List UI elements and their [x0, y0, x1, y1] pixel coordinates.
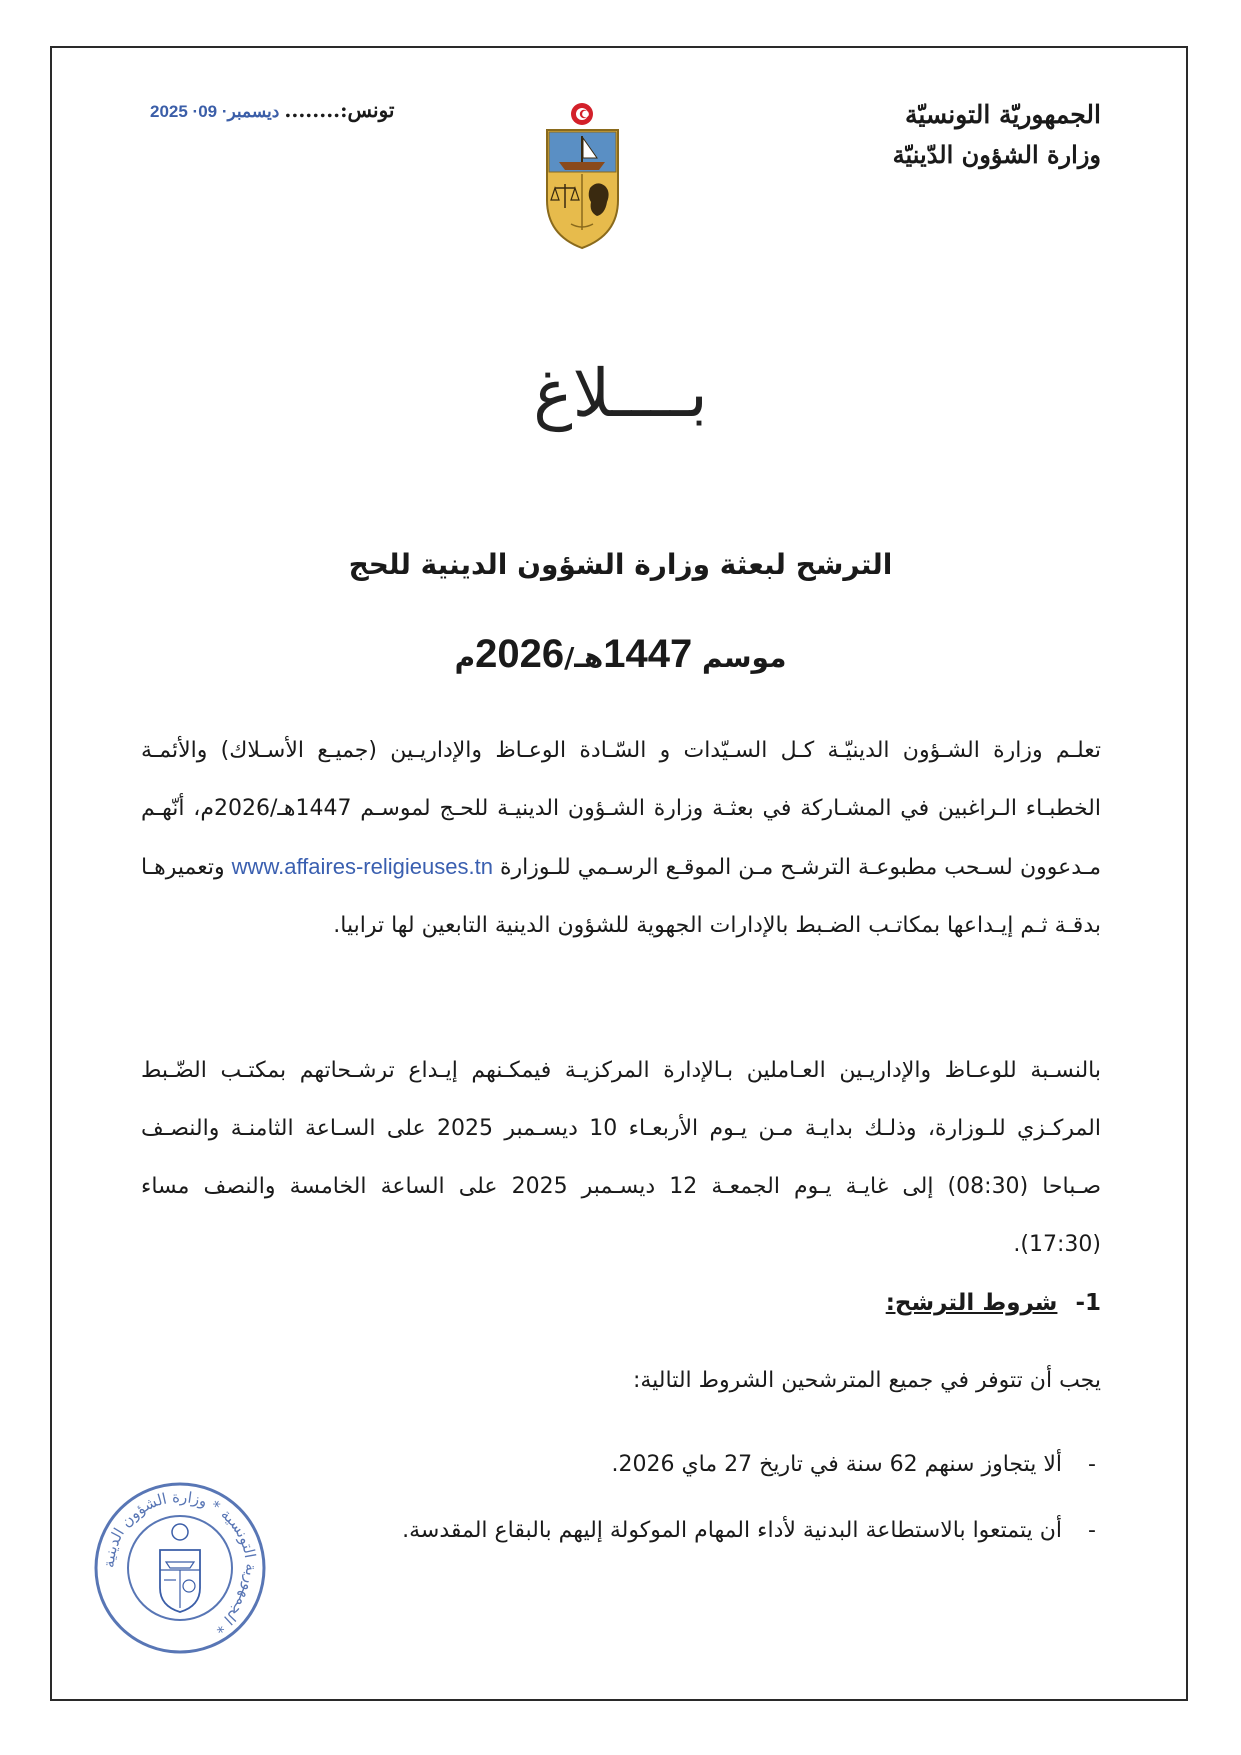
bullet-dash: -	[1088, 1452, 1096, 1477]
official-seal-stamp	[92, 1480, 268, 1656]
paragraph-text-start: تعلـم وزارة الشـؤون الدينيّـة كـل السـيّدات و السّـادة الوعـاظ والإداريـين (جميـع الأسـلاك) والأئمـة الخطبـاء الـراغبين في المشـاركة في بعثـة وزارة الشـؤون الدينيـة للحـج لموسـم 1447هـ/2026م، أنّهـم مـدعوون لسـحب مطبوعـة الترشـح مـن الموقـع الرسـمي للـوزارة	[141, 738, 1101, 880]
central-administration-paragraph: بالنسـبة للوعـاظ والإداريـين العـاملين بـالإدارة المركزيـة فيمكـنهم إيـداع ترشـحاتهم بمكتـب الضّـبط المركـزي للـوزارة، وذلـك بدايـة مـن يـوم الأربعـاء 10 ديسـمبر 2025 على السـاعة الثامنـة والنصـف صـباحا (08:30) إلى غايـة يـوم الجمعـة 12 ديسـمبر 2025 على الساعة الخامسة والنصف مساء (17:30).	[141, 1058, 1102, 1257]
season-hijri-suffix: هـ/	[564, 641, 604, 674]
season-line	[0, 632, 1241, 677]
paragraph-text-end: وتعميرهـا بدقـة ثـم إيـداعها بمكاتـب الضـبط بالإدارات الجهوية للشؤون الدينية التابعين لها ترابيا.	[141, 855, 1101, 938]
season-hijri: 1447	[603, 632, 693, 676]
ministry-name: وزارة الشؤون الدّينيّة	[892, 140, 1101, 169]
document-title: بــــلاغ	[533, 355, 708, 432]
season-greg: 2026	[475, 632, 565, 676]
seal-ring-text: الجمهورية التونسية * وزارة الشؤون الدينية *	[99, 1487, 261, 1637]
condition-item	[611, 1452, 1096, 1477]
date-stamp: 2025 ·ديسمبر· 09	[150, 102, 280, 121]
date-line	[150, 98, 410, 122]
season-greg-suffix: م	[454, 641, 476, 674]
announcement-paragraph	[141, 722, 1101, 955]
coat-of-arms-icon	[535, 100, 630, 250]
condition-text: ألا يتجاوز سنهم 62 سنة في تاريخ 27 ماي 2026.	[611, 1452, 1063, 1477]
bullet-dash: -	[1088, 1518, 1096, 1543]
section-heading	[886, 1290, 1101, 1316]
section-number: 1-	[1075, 1290, 1101, 1316]
season-prefix: موسم	[692, 641, 787, 674]
section-title: شروط الترشح:	[885, 1290, 1058, 1316]
document-subtitle: الترشح لبعثة وزارة الشؤون الدينية للحج	[348, 548, 893, 581]
city-label: تونس:........	[284, 98, 395, 122]
conditions-intro: يجب أن تتوفر في جميع المترشحين الشروط التالية:	[632, 1368, 1101, 1393]
republic-name: الجمهوريّة التونسيّة	[905, 100, 1101, 129]
condition-item	[402, 1518, 1096, 1543]
ministry-website-link[interactable]: www.affaires-religieuses.tn	[231, 854, 493, 879]
letterhead	[801, 95, 1101, 175]
condition-text: أن يتمتعوا بالاستطاعة البدنية لأداء المهام الموكولة إليهم بالبقاع المقدسة.	[402, 1518, 1063, 1543]
